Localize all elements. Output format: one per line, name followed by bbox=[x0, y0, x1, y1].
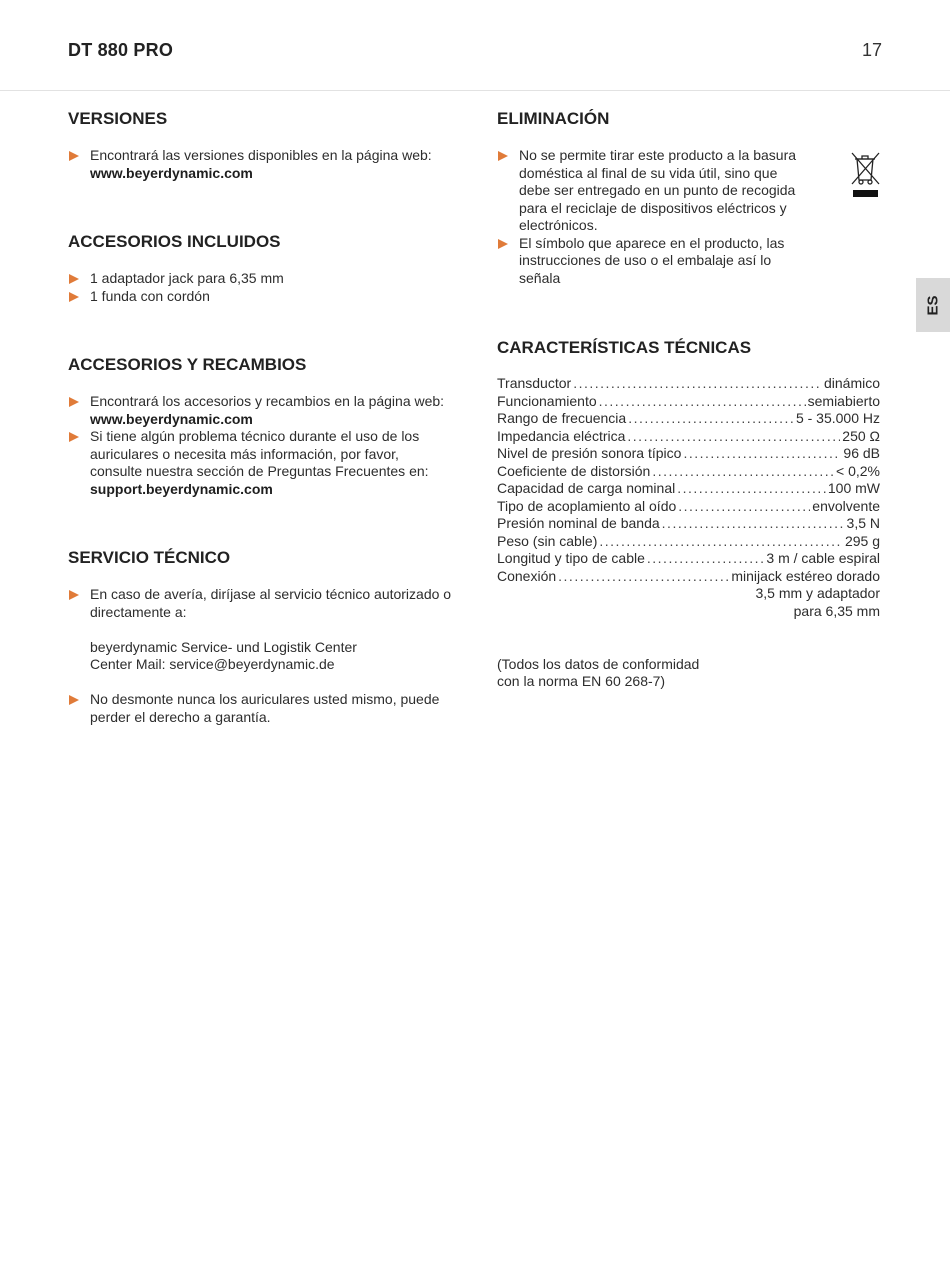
spec-row bbox=[497, 498, 880, 516]
page-number: 17 bbox=[861, 40, 882, 60]
bullet-triangle-icon bbox=[69, 151, 79, 161]
bullet-triangle-icon bbox=[69, 274, 79, 284]
website-link[interactable]: www.beyerdynamic.com bbox=[90, 410, 253, 427]
recambios-list bbox=[68, 393, 453, 498]
spec-label: Nivel de presión sonora típico bbox=[497, 445, 682, 461]
spec-label: Funcionamiento bbox=[497, 392, 597, 409]
list-item bbox=[68, 270, 453, 288]
list-item-text: En caso de avería, diríjase al servicio técnico autorizado o directamente a: bbox=[90, 586, 452, 620]
list-item-text: Encontrará los accesorios y recambios en la página web: bbox=[90, 393, 445, 409]
list-item bbox=[497, 235, 802, 288]
spec-value: minijack estéreo dorado bbox=[731, 567, 880, 584]
spec-row bbox=[497, 550, 880, 568]
list-item-text: 1 funda con cordón bbox=[90, 287, 210, 304]
list-item bbox=[68, 586, 453, 621]
spec-value: < 0,2% bbox=[836, 462, 880, 479]
language-tab bbox=[916, 278, 950, 332]
spec-label: Presión nominal de banda bbox=[497, 515, 660, 531]
website-link[interactable]: www.beyerdynamic.com bbox=[90, 164, 253, 181]
list-item bbox=[68, 147, 453, 182]
list-item bbox=[68, 288, 453, 306]
heading-accesorios-recambios: ACCESORIOS Y RECAMBIOS bbox=[68, 355, 307, 374]
spec-extra-line: para 6,35 mm bbox=[793, 602, 880, 619]
spec-row bbox=[497, 515, 880, 533]
spec-row bbox=[497, 375, 880, 393]
bullet-triangle-icon bbox=[69, 432, 79, 442]
spec-row bbox=[497, 463, 880, 481]
heading-accesorios-incluidos: ACCESORIOS INCLUIDOS bbox=[68, 232, 281, 251]
spec-label: Coeficiente de distorsión bbox=[497, 462, 651, 479]
conformity-note-line2: con la norma EN 60 268-7) bbox=[497, 673, 666, 689]
spec-label: Impedancia eléctrica bbox=[497, 427, 626, 444]
document-title: DT 880 PRO bbox=[68, 40, 174, 60]
spec-row bbox=[497, 568, 880, 586]
spec-label: Capacidad de carga nominal bbox=[497, 480, 676, 496]
spec-value: 5 - 35.000 Hz bbox=[795, 410, 880, 426]
spec-label: Transductor bbox=[497, 375, 572, 391]
spec-row bbox=[497, 445, 880, 463]
bullet-triangle-icon bbox=[69, 397, 79, 407]
incluidos-list bbox=[68, 270, 453, 305]
spec-value: semiabierto bbox=[807, 392, 880, 409]
service-address-line2: Center Mail: service@beyerdynamic.de bbox=[90, 656, 335, 672]
servicio-list-2 bbox=[68, 691, 453, 726]
spec-label: Tipo de acoplamiento al oído bbox=[497, 497, 677, 514]
list-item-text: Encontrará las versiones disponibles en la página web: bbox=[90, 147, 432, 163]
versiones-list bbox=[68, 147, 453, 182]
spec-value: 3,5 N bbox=[846, 515, 880, 531]
spec-row bbox=[497, 393, 880, 411]
spec-row bbox=[497, 480, 880, 498]
support-link[interactable]: support.beyerdynamic.com bbox=[90, 480, 273, 497]
list-item-text: 1 adaptador jack para 6,35 mm bbox=[90, 270, 284, 286]
list-item-text: El símbolo que aparece en el producto, las instrucciones de uso o el embalaje así lo señala bbox=[519, 234, 785, 286]
list-item-text: Si tiene algún problema técnico durante el uso de los auriculares o necesita más información, por favor, consulte nuestra sección de Preguntas Frecuentes en: bbox=[90, 428, 429, 479]
conformity-note-line1: (Todos los datos de conformidad bbox=[497, 656, 700, 672]
spec-value: 100 mW bbox=[827, 480, 880, 496]
spec-value: dinámico bbox=[823, 375, 880, 391]
servicio-list-1 bbox=[68, 586, 453, 621]
spec-label: Conexión bbox=[497, 567, 557, 584]
list-item-text: No desmonte nunca los auriculares usted mismo, puede perder el derecho a garantía. bbox=[90, 691, 440, 725]
spec-row bbox=[497, 410, 880, 428]
spec-label: Rango de frecuencia bbox=[497, 410, 627, 426]
spec-value: 3 m / cable espiral bbox=[766, 550, 880, 566]
heading-versiones: VERSIONES bbox=[68, 109, 168, 128]
bullet-triangle-icon bbox=[69, 590, 79, 600]
page-header bbox=[0, 0, 950, 91]
specs-table bbox=[497, 375, 880, 620]
spec-label: Peso (sin cable) bbox=[497, 532, 598, 549]
bullet-triangle-icon bbox=[498, 151, 508, 161]
bullet-triangle-icon bbox=[498, 239, 508, 249]
bullet-triangle-icon bbox=[69, 292, 79, 302]
spec-row bbox=[497, 428, 880, 446]
list-item bbox=[497, 147, 802, 235]
service-address-line1: beyerdynamic Service- und Logistik Center bbox=[90, 639, 357, 655]
heading-caracteristicas-tecnicas: CARACTERÍSTICAS TÉCNICAS bbox=[497, 338, 752, 357]
bullet-triangle-icon bbox=[69, 695, 79, 705]
spec-row bbox=[497, 533, 880, 551]
heading-eliminacion: ELIMINACIÓN bbox=[497, 109, 610, 128]
list-item bbox=[68, 691, 453, 726]
language-tab-label: ES bbox=[924, 294, 942, 316]
spec-value: 295 g bbox=[844, 532, 880, 549]
spec-value: 96 dB bbox=[843, 445, 880, 461]
list-item-text: No se permite tirar este producto a la basura doméstica al final de su vida útil, sino que debe ser entregado en un punto de recogida para el reciclaje de dispositivos eléctricos y electrónicos. bbox=[519, 147, 797, 233]
list-item bbox=[68, 393, 453, 428]
spec-label: Longitud y tipo de cable bbox=[497, 550, 645, 566]
spec-value: 250 Ω bbox=[842, 427, 880, 444]
heading-servicio-tecnico: SERVICIO TÉCNICO bbox=[68, 548, 231, 567]
eliminacion-list bbox=[497, 147, 802, 287]
spec-value: envolvente bbox=[812, 497, 880, 514]
spec-extra-line: 3,5 mm y adaptador bbox=[755, 585, 880, 601]
weee-crossed-bin-icon bbox=[850, 150, 880, 200]
list-item bbox=[68, 428, 453, 498]
